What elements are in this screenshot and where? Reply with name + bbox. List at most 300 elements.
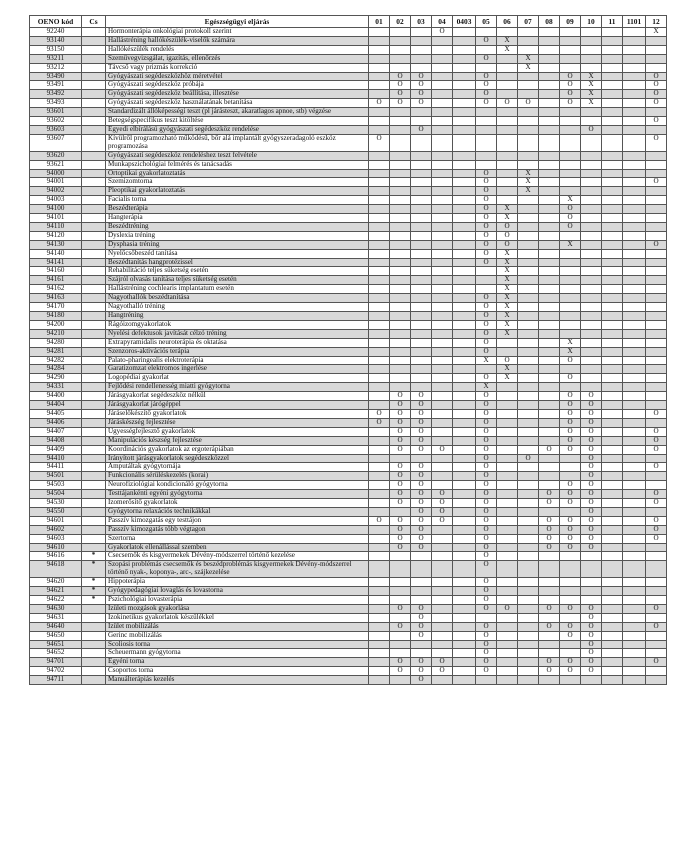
cs-cell bbox=[82, 481, 106, 490]
specialty-mark-cell bbox=[476, 45, 497, 54]
oeno-code-cell: 94620 bbox=[30, 578, 82, 587]
specialty-mark-cell bbox=[539, 99, 560, 108]
column-header: 04 bbox=[432, 16, 453, 28]
specialty-mark-cell: O bbox=[497, 222, 518, 231]
specialty-mark-cell bbox=[560, 454, 581, 463]
specialty-mark-cell bbox=[390, 28, 411, 37]
oeno-code-cell: 94610 bbox=[30, 543, 82, 552]
table-row bbox=[30, 72, 667, 81]
specialty-mark-cell bbox=[453, 99, 476, 108]
specialty-mark-cell bbox=[432, 160, 453, 169]
specialty-mark-cell bbox=[432, 196, 453, 205]
specialty-mark-cell bbox=[453, 329, 476, 338]
procedure-name-cell: Távcső vagy prizmás korrekció bbox=[106, 63, 369, 72]
specialty-mark-cell: O bbox=[476, 631, 497, 640]
oeno-code-cell: 93490 bbox=[30, 72, 82, 81]
specialty-mark-cell: O bbox=[411, 543, 432, 552]
specialty-mark-cell bbox=[390, 329, 411, 338]
column-header: 05 bbox=[476, 16, 497, 28]
specialty-mark-cell bbox=[432, 436, 453, 445]
oeno-code-cell: 93607 bbox=[30, 134, 82, 151]
specialty-mark-cell: O bbox=[476, 54, 497, 63]
specialty-mark-cell: O bbox=[476, 303, 497, 312]
column-header: 02 bbox=[390, 16, 411, 28]
specialty-mark-cell: O bbox=[390, 658, 411, 667]
specialty-mark-cell bbox=[602, 169, 623, 178]
specialty-mark-cell bbox=[453, 613, 476, 622]
specialty-mark-cell: O bbox=[476, 472, 497, 481]
cs-cell bbox=[82, 613, 106, 622]
specialty-mark-cell: O bbox=[581, 125, 602, 134]
procedure-name-cell: Hallástréning hallókészülék-viselők számára bbox=[106, 36, 369, 45]
specialty-mark-cell: O bbox=[476, 658, 497, 667]
specialty-mark-cell bbox=[432, 249, 453, 258]
specialty-mark-cell: O bbox=[411, 81, 432, 90]
specialty-mark-cell bbox=[390, 125, 411, 134]
specialty-mark-cell bbox=[411, 329, 432, 338]
specialty-mark-cell bbox=[390, 631, 411, 640]
cs-cell bbox=[82, 356, 106, 365]
cs-cell bbox=[82, 63, 106, 72]
table-body bbox=[30, 28, 667, 685]
oeno-code-cell: 94162 bbox=[30, 285, 82, 294]
specialty-mark-cell: O bbox=[476, 534, 497, 543]
specialty-mark-cell: X bbox=[497, 36, 518, 45]
specialty-mark-cell bbox=[476, 28, 497, 37]
cs-cell: * bbox=[82, 578, 106, 587]
specialty-mark-cell bbox=[497, 676, 518, 685]
specialty-mark-cell bbox=[539, 214, 560, 223]
specialty-mark-cell: O bbox=[560, 445, 581, 454]
specialty-mark-cell bbox=[560, 587, 581, 596]
specialty-mark-cell bbox=[453, 401, 476, 410]
specialty-mark-cell bbox=[432, 383, 453, 392]
oeno-code-cell: 94163 bbox=[30, 294, 82, 303]
specialty-mark-cell bbox=[411, 231, 432, 240]
specialty-mark-cell bbox=[432, 596, 453, 605]
specialty-mark-cell bbox=[646, 267, 667, 276]
procedure-name-cell: Betegségspecifikus teszt kitöltése bbox=[106, 117, 369, 126]
specialty-mark-cell bbox=[497, 401, 518, 410]
specialty-mark-cell bbox=[602, 604, 623, 613]
column-header: 09 bbox=[560, 16, 581, 28]
procedure-name-cell: Hallástréning cochlearis implantatum esetén bbox=[106, 285, 369, 294]
specialty-mark-cell bbox=[646, 481, 667, 490]
specialty-mark-cell bbox=[411, 36, 432, 45]
specialty-mark-cell: O bbox=[518, 99, 539, 108]
table-row bbox=[30, 205, 667, 214]
specialty-mark-cell bbox=[390, 587, 411, 596]
specialty-mark-cell: O bbox=[497, 240, 518, 249]
oeno-code-cell: 93601 bbox=[30, 108, 82, 117]
specialty-mark-cell: O bbox=[476, 90, 497, 99]
specialty-mark-cell bbox=[369, 534, 390, 543]
specialty-mark-cell bbox=[497, 108, 518, 117]
specialty-mark-cell: O bbox=[581, 427, 602, 436]
specialty-mark-cell bbox=[369, 463, 390, 472]
specialty-mark-cell bbox=[411, 108, 432, 117]
specialty-mark-cell: X bbox=[581, 90, 602, 99]
specialty-mark-cell bbox=[453, 622, 476, 631]
specialty-mark-cell bbox=[646, 640, 667, 649]
specialty-mark-cell bbox=[453, 249, 476, 258]
specialty-mark-cell bbox=[581, 214, 602, 223]
table-row bbox=[30, 658, 667, 667]
specialty-mark-cell bbox=[432, 312, 453, 321]
specialty-mark-cell: O bbox=[646, 134, 667, 151]
specialty-mark-cell bbox=[476, 134, 497, 151]
specialty-mark-cell bbox=[602, 561, 623, 578]
cs-cell bbox=[82, 196, 106, 205]
specialty-mark-cell bbox=[369, 28, 390, 37]
specialty-mark-cell bbox=[518, 622, 539, 631]
table-row bbox=[30, 258, 667, 267]
column-header: 08 bbox=[539, 16, 560, 28]
specialty-mark-cell: O bbox=[411, 436, 432, 445]
procedure-name-cell: Nyelési defektusok javítását célzó tréning bbox=[106, 329, 369, 338]
specialty-mark-cell bbox=[581, 240, 602, 249]
specialty-mark-cell: O bbox=[539, 543, 560, 552]
specialty-mark-cell: X bbox=[497, 45, 518, 54]
specialty-mark-cell bbox=[518, 640, 539, 649]
specialty-mark-cell bbox=[453, 383, 476, 392]
specialty-mark-cell bbox=[453, 45, 476, 54]
table-row bbox=[30, 117, 667, 126]
specialty-mark-cell bbox=[453, 463, 476, 472]
specialty-mark-cell bbox=[581, 249, 602, 258]
specialty-mark-cell: O bbox=[476, 552, 497, 561]
specialty-mark-cell: O bbox=[646, 525, 667, 534]
specialty-mark-cell bbox=[602, 294, 623, 303]
specialty-mark-cell bbox=[497, 640, 518, 649]
specialty-mark-cell bbox=[623, 543, 646, 552]
specialty-mark-cell: O bbox=[476, 205, 497, 214]
specialty-mark-cell: O bbox=[581, 490, 602, 499]
specialty-mark-cell bbox=[539, 249, 560, 258]
specialty-mark-cell: O bbox=[369, 134, 390, 151]
specialty-mark-cell bbox=[602, 463, 623, 472]
specialty-mark-cell bbox=[539, 81, 560, 90]
specialty-mark-cell bbox=[453, 454, 476, 463]
specialty-mark-cell: O bbox=[432, 667, 453, 676]
specialty-mark-cell bbox=[390, 312, 411, 321]
specialty-mark-cell bbox=[390, 294, 411, 303]
specialty-mark-cell: O bbox=[560, 214, 581, 223]
specialty-mark-cell bbox=[432, 222, 453, 231]
specialty-mark-cell: X bbox=[497, 205, 518, 214]
specialty-mark-cell bbox=[646, 125, 667, 134]
specialty-mark-cell: O bbox=[432, 445, 453, 454]
specialty-mark-cell bbox=[369, 604, 390, 613]
table-row bbox=[30, 445, 667, 454]
specialty-mark-cell bbox=[602, 54, 623, 63]
specialty-mark-cell bbox=[369, 347, 390, 356]
specialty-mark-cell: X bbox=[497, 374, 518, 383]
cs-cell bbox=[82, 222, 106, 231]
specialty-mark-cell bbox=[623, 72, 646, 81]
specialty-mark-cell bbox=[497, 392, 518, 401]
procedure-name-cell: Passzív kimozgatás több végtagon bbox=[106, 525, 369, 534]
oeno-code-cell: 94161 bbox=[30, 276, 82, 285]
specialty-mark-cell: O bbox=[411, 499, 432, 508]
specialty-mark-cell: X bbox=[497, 258, 518, 267]
cs-cell bbox=[82, 169, 106, 178]
specialty-mark-cell bbox=[411, 178, 432, 187]
specialty-mark-cell bbox=[560, 472, 581, 481]
specialty-mark-cell: O bbox=[390, 525, 411, 534]
specialty-mark-cell: O bbox=[476, 454, 497, 463]
cs-cell bbox=[82, 445, 106, 454]
specialty-mark-cell bbox=[539, 108, 560, 117]
oeno-code-cell: 93603 bbox=[30, 125, 82, 134]
specialty-mark-cell: O bbox=[411, 667, 432, 676]
specialty-mark-cell bbox=[411, 258, 432, 267]
specialty-mark-cell: O bbox=[646, 72, 667, 81]
specialty-mark-cell bbox=[497, 338, 518, 347]
specialty-mark-cell bbox=[369, 45, 390, 54]
specialty-mark-cell bbox=[369, 356, 390, 365]
specialty-mark-cell bbox=[432, 99, 453, 108]
specialty-mark-cell bbox=[518, 285, 539, 294]
specialty-mark-cell bbox=[518, 578, 539, 587]
specialty-mark-cell: O bbox=[432, 507, 453, 516]
specialty-mark-cell bbox=[390, 151, 411, 160]
specialty-mark-cell bbox=[518, 329, 539, 338]
oeno-code-cell: 93212 bbox=[30, 63, 82, 72]
specialty-mark-cell bbox=[602, 356, 623, 365]
specialty-mark-cell bbox=[581, 134, 602, 151]
specialty-mark-cell bbox=[602, 596, 623, 605]
specialty-mark-cell bbox=[623, 631, 646, 640]
table-row bbox=[30, 587, 667, 596]
cs-cell: * bbox=[82, 561, 106, 578]
specialty-mark-cell bbox=[581, 276, 602, 285]
specialty-mark-cell bbox=[518, 499, 539, 508]
specialty-mark-cell bbox=[476, 676, 497, 685]
specialty-mark-cell bbox=[432, 294, 453, 303]
table-row bbox=[30, 99, 667, 108]
specialty-mark-cell bbox=[560, 613, 581, 622]
specialty-mark-cell bbox=[411, 454, 432, 463]
specialty-mark-cell bbox=[623, 516, 646, 525]
specialty-mark-cell bbox=[497, 151, 518, 160]
specialty-mark-cell bbox=[581, 365, 602, 374]
specialty-mark-cell bbox=[497, 134, 518, 151]
specialty-mark-cell: O bbox=[581, 418, 602, 427]
specialty-mark-cell bbox=[369, 196, 390, 205]
specialty-mark-cell bbox=[602, 249, 623, 258]
specialty-mark-cell bbox=[369, 125, 390, 134]
procedure-name-cell: Beszédtréning bbox=[106, 222, 369, 231]
specialty-mark-cell bbox=[581, 596, 602, 605]
specialty-mark-cell bbox=[581, 356, 602, 365]
specialty-mark-cell bbox=[602, 151, 623, 160]
cs-cell bbox=[82, 81, 106, 90]
specialty-mark-cell bbox=[602, 276, 623, 285]
specialty-mark-cell: O bbox=[476, 392, 497, 401]
specialty-mark-cell: O bbox=[560, 90, 581, 99]
specialty-mark-cell bbox=[497, 72, 518, 81]
table-row bbox=[30, 134, 667, 151]
specialty-mark-cell bbox=[453, 28, 476, 37]
specialty-mark-cell bbox=[623, 347, 646, 356]
specialty-mark-cell: O bbox=[476, 178, 497, 187]
cs-cell bbox=[82, 151, 106, 160]
specialty-mark-cell: O bbox=[476, 463, 497, 472]
specialty-mark-cell: O bbox=[497, 356, 518, 365]
specialty-mark-cell bbox=[602, 45, 623, 54]
specialty-mark-cell: O bbox=[411, 463, 432, 472]
specialty-mark-cell bbox=[560, 578, 581, 587]
procedure-name-cell: Izület mobilizálás bbox=[106, 622, 369, 631]
specialty-mark-cell bbox=[581, 258, 602, 267]
oeno-code-cell: 94652 bbox=[30, 649, 82, 658]
specialty-mark-cell bbox=[411, 63, 432, 72]
specialty-mark-cell bbox=[369, 578, 390, 587]
specialty-mark-cell bbox=[602, 418, 623, 427]
specialty-mark-cell bbox=[518, 463, 539, 472]
specialty-mark-cell bbox=[476, 63, 497, 72]
specialty-mark-cell: O bbox=[646, 409, 667, 418]
procedure-name-cell: Csoportos torna bbox=[106, 667, 369, 676]
procedure-name-cell: Járásgyakorlat segédeszköz nélkül bbox=[106, 392, 369, 401]
specialty-mark-cell: O bbox=[411, 534, 432, 543]
column-header: Cs bbox=[82, 16, 106, 28]
specialty-mark-cell bbox=[497, 587, 518, 596]
specialty-mark-cell bbox=[369, 81, 390, 90]
specialty-mark-cell bbox=[623, 285, 646, 294]
specialty-mark-cell bbox=[518, 72, 539, 81]
cs-cell bbox=[82, 365, 106, 374]
specialty-mark-cell bbox=[432, 205, 453, 214]
specialty-mark-cell bbox=[623, 472, 646, 481]
specialty-mark-cell bbox=[539, 90, 560, 99]
specialty-mark-cell bbox=[390, 160, 411, 169]
specialty-mark-cell: O bbox=[646, 490, 667, 499]
specialty-mark-cell bbox=[453, 196, 476, 205]
procedure-name-cell: Extrapyramidalis neuroterápia és oktatása bbox=[106, 338, 369, 347]
specialty-mark-cell bbox=[369, 383, 390, 392]
specialty-mark-cell bbox=[369, 54, 390, 63]
specialty-mark-cell bbox=[411, 285, 432, 294]
specialty-mark-cell: X bbox=[497, 329, 518, 338]
table-row bbox=[30, 214, 667, 223]
specialty-mark-cell bbox=[432, 543, 453, 552]
table-row bbox=[30, 320, 667, 329]
specialty-mark-cell: X bbox=[476, 383, 497, 392]
cs-cell bbox=[82, 631, 106, 640]
specialty-mark-cell bbox=[518, 90, 539, 99]
specialty-mark-cell bbox=[369, 525, 390, 534]
specialty-mark-cell bbox=[518, 196, 539, 205]
specialty-mark-cell: O bbox=[390, 409, 411, 418]
specialty-mark-cell bbox=[560, 178, 581, 187]
specialty-mark-cell bbox=[476, 365, 497, 374]
specialty-mark-cell bbox=[432, 578, 453, 587]
specialty-mark-cell bbox=[623, 28, 646, 37]
specialty-mark-cell bbox=[581, 187, 602, 196]
specialty-mark-cell: O bbox=[476, 72, 497, 81]
specialty-mark-cell bbox=[369, 667, 390, 676]
specialty-mark-cell: X bbox=[518, 187, 539, 196]
specialty-mark-cell bbox=[646, 649, 667, 658]
specialty-mark-cell bbox=[539, 72, 560, 81]
specialty-mark-cell bbox=[623, 507, 646, 516]
specialty-mark-cell: O bbox=[581, 481, 602, 490]
specialty-mark-cell bbox=[602, 222, 623, 231]
specialty-mark-cell bbox=[623, 329, 646, 338]
cs-cell bbox=[82, 622, 106, 631]
specialty-mark-cell bbox=[602, 90, 623, 99]
specialty-mark-cell bbox=[623, 356, 646, 365]
specialty-mark-cell: O bbox=[411, 99, 432, 108]
specialty-mark-cell: O bbox=[411, 516, 432, 525]
specialty-mark-cell bbox=[602, 240, 623, 249]
specialty-mark-cell: X bbox=[497, 249, 518, 258]
specialty-mark-cell bbox=[581, 160, 602, 169]
specialty-mark-cell bbox=[453, 178, 476, 187]
specialty-mark-cell bbox=[497, 649, 518, 658]
specialty-mark-cell bbox=[497, 90, 518, 99]
specialty-mark-cell: O bbox=[411, 427, 432, 436]
specialty-mark-cell: O bbox=[560, 401, 581, 410]
specialty-mark-cell bbox=[432, 178, 453, 187]
specialty-mark-cell bbox=[539, 231, 560, 240]
oeno-code-cell: 94650 bbox=[30, 631, 82, 640]
procedure-name-cell: Manipulációs készség fejlesztése bbox=[106, 436, 369, 445]
specialty-mark-cell bbox=[560, 249, 581, 258]
specialty-mark-cell bbox=[623, 649, 646, 658]
procedure-name-cell: Szemüvegvizsgálat, igazítás, ellenőrzés bbox=[106, 54, 369, 63]
cs-cell bbox=[82, 649, 106, 658]
specialty-mark-cell bbox=[581, 205, 602, 214]
procedure-name-cell: Ügyességfejlesztő gyakorlatok bbox=[106, 427, 369, 436]
procedure-name-cell: Gyógytorna relaxációs technikákkal bbox=[106, 507, 369, 516]
specialty-mark-cell: O bbox=[390, 534, 411, 543]
specialty-mark-cell bbox=[453, 436, 476, 445]
specialty-mark-cell: O bbox=[411, 472, 432, 481]
procedure-name-cell: Járáselőkészítő gyakorlatok bbox=[106, 409, 369, 418]
specialty-mark-cell bbox=[497, 631, 518, 640]
table-row bbox=[30, 196, 667, 205]
column-header: 06 bbox=[497, 16, 518, 28]
specialty-mark-cell bbox=[432, 525, 453, 534]
specialty-mark-cell bbox=[623, 205, 646, 214]
specialty-mark-cell: O bbox=[476, 36, 497, 45]
oeno-code-cell: 94622 bbox=[30, 596, 82, 605]
specialty-mark-cell bbox=[646, 108, 667, 117]
specialty-mark-cell bbox=[623, 499, 646, 508]
table-row bbox=[30, 222, 667, 231]
specialty-mark-cell bbox=[369, 205, 390, 214]
specialty-mark-cell: O bbox=[560, 205, 581, 214]
specialty-mark-cell: O bbox=[476, 436, 497, 445]
specialty-mark-cell bbox=[453, 108, 476, 117]
specialty-mark-cell bbox=[602, 285, 623, 294]
specialty-mark-cell bbox=[560, 231, 581, 240]
specialty-mark-cell bbox=[432, 552, 453, 561]
specialty-mark-cell bbox=[453, 117, 476, 126]
specialty-mark-cell bbox=[390, 240, 411, 249]
specialty-mark-cell bbox=[560, 676, 581, 685]
specialty-mark-cell bbox=[518, 507, 539, 516]
specialty-mark-cell bbox=[390, 454, 411, 463]
specialty-mark-cell: O bbox=[390, 90, 411, 99]
specialty-mark-cell bbox=[646, 160, 667, 169]
specialty-mark-cell bbox=[602, 552, 623, 561]
specialty-mark-cell bbox=[602, 338, 623, 347]
specialty-mark-cell bbox=[581, 294, 602, 303]
